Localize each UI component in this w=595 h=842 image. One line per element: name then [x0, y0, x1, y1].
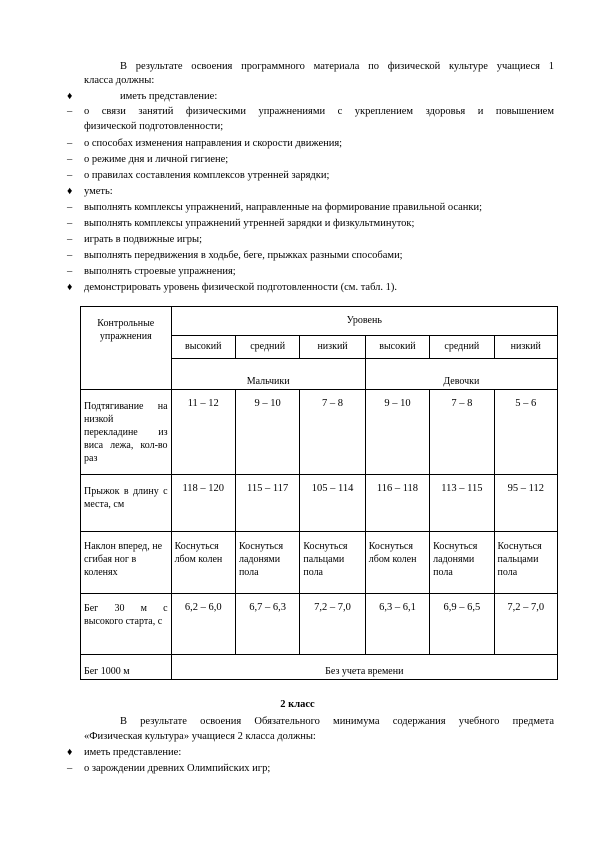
level-label: низкий	[300, 335, 365, 359]
list-marker: –	[67, 250, 73, 261]
list-item: о связи занятий физическими упражнениями с укреплением здоровья и повышением	[84, 106, 554, 117]
list-marker: ♦	[67, 91, 73, 102]
level-label: высокий	[365, 335, 429, 359]
list-item: выполнять комплексы упражнений утренней зарядки и физкультминуток;	[84, 218, 415, 229]
list-marker: ♦	[67, 747, 73, 758]
list-marker: ♦	[67, 282, 73, 293]
table-cell: 118 – 120	[171, 475, 235, 532]
list-item: о зарождении древних Олимпийских игр;	[84, 763, 271, 774]
list-marker: –	[67, 266, 73, 277]
list-item: иметь представление:	[84, 747, 182, 758]
table-cell: 5 – 6	[494, 389, 557, 474]
section2-line-2: «Физическая культура» учащиеся 2 класса должны:	[84, 731, 316, 742]
table-cell: 6,3 – 6,1	[365, 593, 429, 654]
list-item: уметь:	[84, 186, 113, 197]
fitness-levels-table	[80, 306, 558, 680]
table-cell: Коснуться лбом колен	[365, 532, 429, 593]
table-cell: 6,7 – 6,3	[235, 593, 299, 654]
section2-line-1: В результате освоения Обязательного минимума содержания учебного предмета	[120, 716, 554, 727]
table-cell: Коснуться ладонями пола	[235, 532, 299, 593]
table-cell: 7,2 – 7,0	[494, 593, 557, 654]
level-label: низкий	[494, 335, 557, 359]
section-heading: 2 класс	[280, 699, 315, 710]
level-label: средний	[235, 335, 299, 359]
table-cell: Коснуться лбом колен	[171, 532, 235, 593]
table-cell: 113 – 115	[430, 475, 494, 532]
row-label: Бег 1000 м	[81, 655, 172, 680]
table-cell: 115 – 117	[235, 475, 299, 532]
list-item: о правилах составления комплексов утренней зарядки;	[84, 170, 330, 181]
level-label: средний	[430, 335, 494, 359]
table-cell: 7 – 8	[300, 389, 365, 474]
table-cell: 9 – 10	[235, 389, 299, 474]
level-header: Уровень	[171, 307, 557, 336]
boys-header: Мальчики	[171, 359, 365, 390]
list-item: о способах изменения направления и скорости движения;	[84, 138, 343, 149]
list-item: о режиме дня и личной гигиене;	[84, 154, 229, 165]
list-marker: –	[67, 138, 73, 149]
level-label: высокий	[171, 335, 235, 359]
list-marker: –	[67, 106, 73, 117]
list-item: играть в подвижные игры;	[84, 234, 202, 245]
list-item: выполнять строевые упражнения;	[84, 266, 236, 277]
table-cell: Коснуться пальцами пола	[300, 532, 365, 593]
list-item: демонстрировать уровень физической подготовленности (см. табл. 1).	[84, 282, 398, 293]
row-label: Подтягивание на низкой перекладине из виса лежа, кол-во раз	[81, 389, 172, 474]
intro-line-1: В результате освоения программного материала по физической культуре учащиеся 1	[120, 61, 554, 72]
table-cell: 7 – 8	[430, 389, 494, 474]
list-item: выполнять комплексы упражнений, направленные на формирование правильной осанки;	[84, 202, 483, 213]
table-cell: Без учета времени	[171, 655, 557, 680]
list-marker: ♦	[67, 186, 73, 197]
table-cell: 6,2 – 6,0	[171, 593, 235, 654]
list-item: иметь представление:	[120, 91, 218, 102]
table-cell: 9 – 10	[365, 389, 429, 474]
table-cell: 105 – 114	[300, 475, 365, 532]
table-cell: 116 – 118	[365, 475, 429, 532]
list-marker: –	[67, 234, 73, 245]
list-marker: –	[67, 218, 73, 229]
intro-line-2: класса должны:	[84, 75, 155, 86]
list-marker: –	[67, 763, 73, 774]
table-cell: 7,2 – 7,0	[300, 593, 365, 654]
table-cell: Коснуться пальцами пола	[494, 532, 557, 593]
table-cell: 6,9 – 6,5	[430, 593, 494, 654]
list-marker: –	[67, 170, 73, 181]
list-item-continuation: физической подготовленности;	[84, 121, 224, 132]
row-label: Бег 30 м с высокого старта, с	[81, 593, 172, 654]
row-label: Прыжок в длину с места, см	[81, 475, 172, 532]
list-item: выполнять передвижения в ходьбе, беге, прыжках разными способами;	[84, 250, 403, 261]
table-cell: Коснуться ладонями пола	[430, 532, 494, 593]
list-marker: –	[67, 154, 73, 165]
girls-header: Девочки	[365, 359, 557, 390]
table-cell: 95 – 112	[494, 475, 557, 532]
list-marker: –	[67, 202, 73, 213]
exercises-header: Контрольные упражнения	[81, 307, 172, 390]
row-label: Наклон вперед, не сгибая ног в коленях	[81, 532, 172, 593]
table-cell: 11 – 12	[171, 389, 235, 474]
